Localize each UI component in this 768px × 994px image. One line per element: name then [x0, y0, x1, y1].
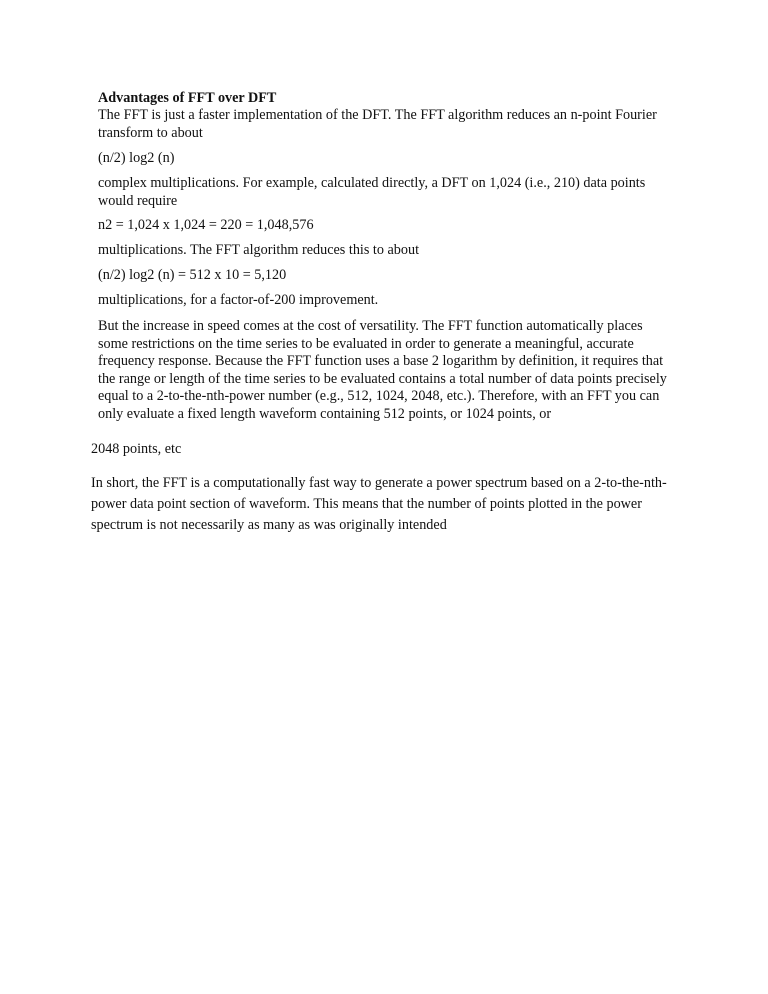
points-line: 2048 points, etc [91, 441, 182, 457]
formula-fft: (n/2) log2 (n) = 512 x 10 = 5,120 [98, 267, 287, 283]
summary-paragraph: In short, the FFT is a computationally fast way to generate a power spectrum based on a 2-to-the-nth-power data point section of waveform. This means that the number of points plotted in the power spectrum is not necessarily as many as was originally intended [91, 475, 667, 533]
complex-multiplications-paragraph: complex multiplications. For example, calculated directly, a DFT on 1,024 (i.e., 210) data points would require [98, 175, 646, 209]
multiplications-paragraph: multiplications. The FFT algorithm reduces this to about [98, 242, 420, 258]
formula-complexity: (n/2) log2 (n) [98, 150, 175, 166]
factor-paragraph: multiplications, for a factor-of-200 improvement. [98, 292, 379, 308]
intro-paragraph: The FFT is just a faster implementation of the DFT. The FFT algorithm reduces an n-point Fourier transform to about [98, 107, 657, 141]
heading: Advantages of FFT over DFT [98, 90, 277, 106]
versatility-paragraph: But the increase in speed comes at the cost of versatility. The FFT function automatically places some restrictions on the time series to be evaluated in order to generate a meaningful, accurate frequency response. Because the FFT function uses a base 2 logarithm by definition, it requires that the range or length of the time series to be evaluated contains a total number of data points precisely equal to a 2-to-the-nth-power number (e.g., 512, 1024, 2048, etc.). Therefore, with an FFT you can only evaluate a fixed length waveform containing 512 points, or 1024 points, or [98, 318, 667, 422]
formula-direct-dft: n2 = 1,024 x 1,024 = 220 = 1,048,576 [98, 217, 314, 233]
